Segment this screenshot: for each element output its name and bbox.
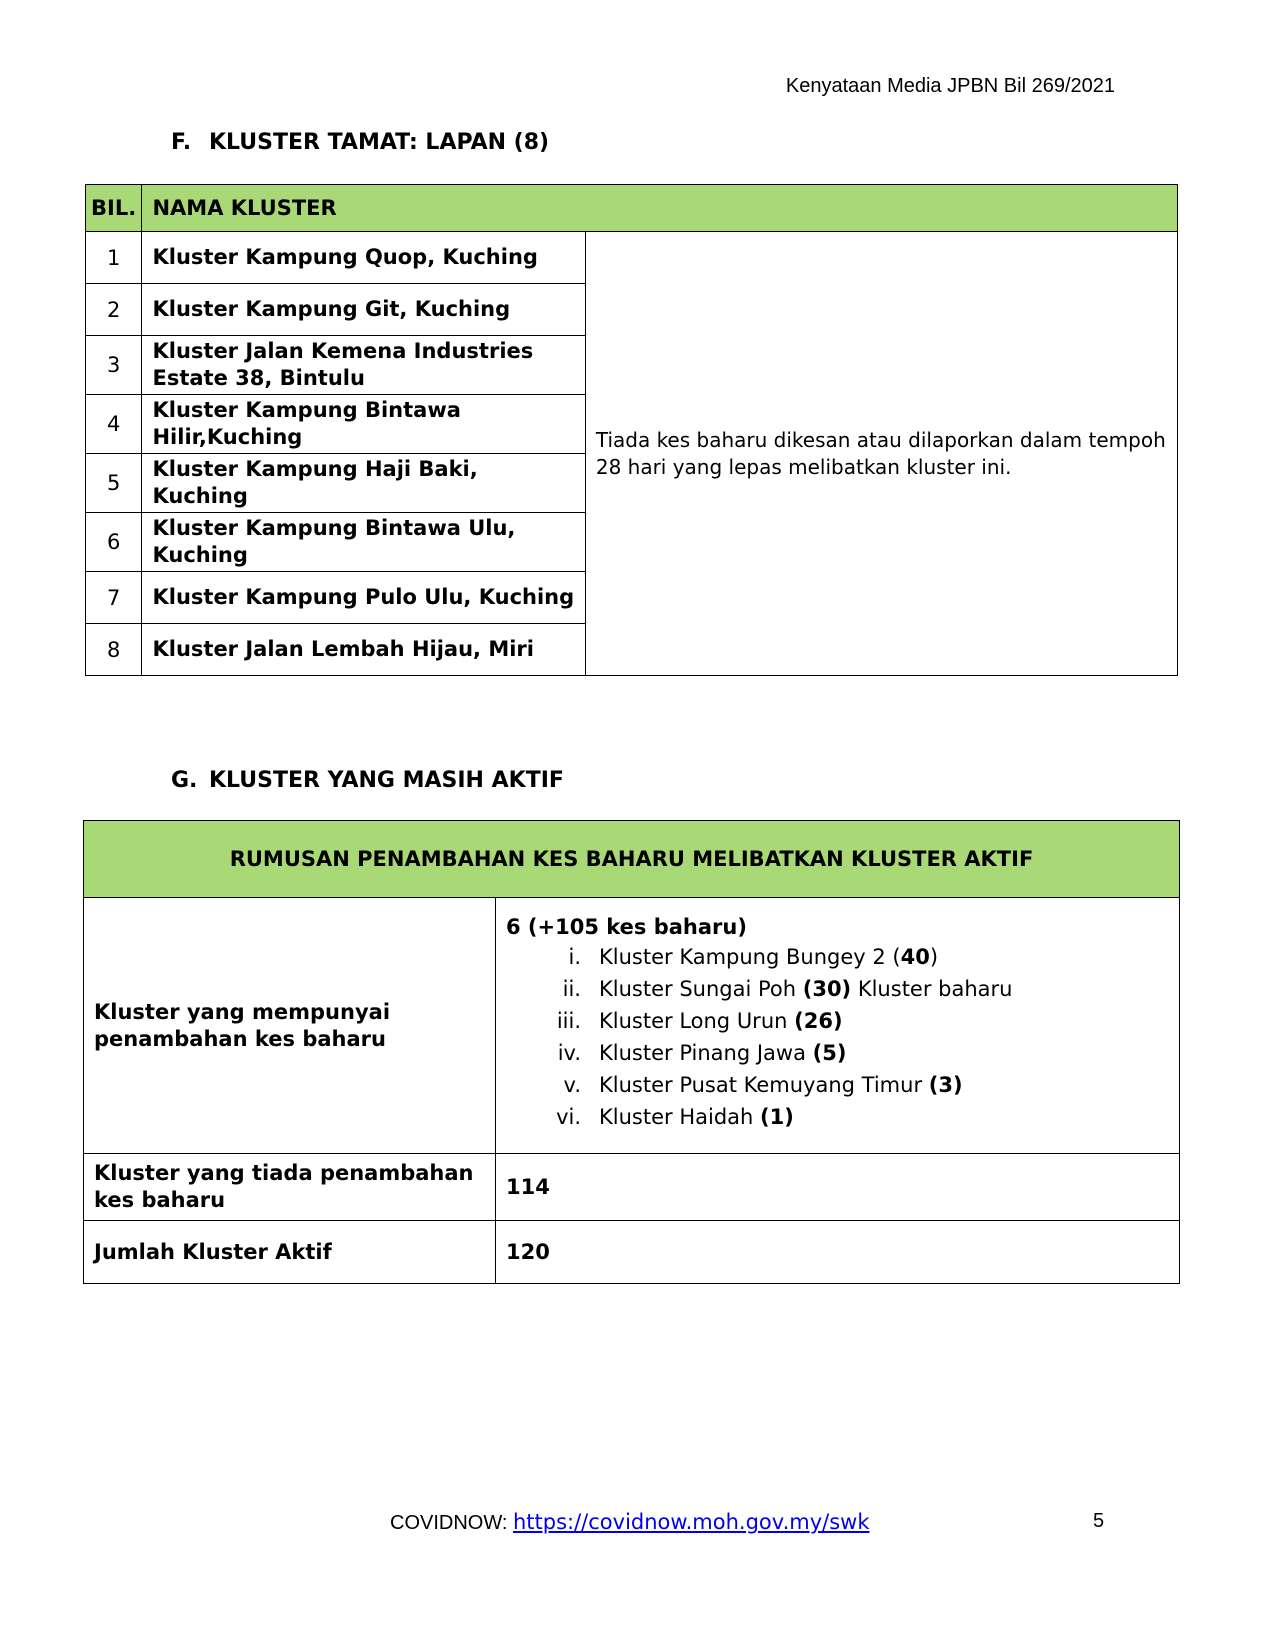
table-header-row [84, 821, 1180, 898]
list-marker: iii. [556, 1009, 581, 1033]
cluster-name: Kluster Kampung Bungey 2 ( [599, 945, 901, 969]
table-row [84, 898, 1180, 1154]
cluster-name: Kluster Kampung Quop, Kuching [142, 232, 585, 284]
row-number: 1 [86, 232, 142, 284]
table-row [84, 1154, 1180, 1221]
row-number: 6 [86, 513, 142, 572]
section-g-letter: G. [171, 768, 198, 793]
case-count: (30) [802, 977, 852, 1001]
cluster-name: Kluster Pinang Jawa [599, 1041, 813, 1065]
case-count: (3) [928, 1073, 963, 1097]
section-g-heading: KLUSTER YANG MASIH AKTIF [209, 768, 564, 793]
list-marker: iv. [557, 1041, 581, 1065]
cluster-name: Kluster Kampung Haji Baki, Kuching [142, 454, 585, 513]
cluster-name: Kluster Haidah [599, 1105, 760, 1129]
case-count: 40 [900, 945, 930, 969]
section-f-heading: KLUSTER TAMAT: LAPAN (8) [209, 130, 550, 155]
row-number: 5 [86, 454, 142, 513]
cluster-name: Kluster Jalan Lembah Hijau, Miri [142, 624, 585, 676]
active-clusters-heading: RUMUSAN PENAMBAHAN KES BAHARU MELIBATKAN KLUSTER AKTIF [84, 821, 1180, 898]
cluster-name: Kluster Kampung Git, Kuching [142, 284, 585, 336]
list-marker: ii. [562, 977, 581, 1001]
section-g-title [171, 768, 564, 793]
covidnow-link[interactable]: https://covidnow.moh.gov.my/swk [512, 1510, 870, 1534]
section-f-letter: F. [171, 130, 192, 155]
list-item [506, 1005, 1169, 1037]
case-count: (26) [794, 1009, 843, 1033]
list-marker: v. [563, 1073, 581, 1097]
list-item [506, 941, 1169, 973]
row-number: 7 [86, 572, 142, 624]
cluster-name: Kluster Kampung Bintawa Hilir,Kuching [142, 395, 585, 454]
cluster-name: Kluster Jalan Kemena Industries Estate 38, Bintulu [142, 336, 585, 395]
new-cases-list [506, 941, 1169, 1133]
row-number: 8 [86, 624, 142, 676]
cluster-name: Kluster Pusat Kemuyang Timur [599, 1073, 929, 1097]
list-marker: vi. [556, 1105, 581, 1129]
new-cases-summary: 6 (+105 kes baharu) [506, 915, 747, 939]
cluster-name: Kluster Kampung Pulo Ulu, Kuching [142, 572, 585, 624]
table-header-row [86, 185, 1178, 232]
item-suffix: Kluster baharu [851, 977, 1013, 1001]
cluster-name: Kluster Long Urun [599, 1009, 795, 1033]
list-item [506, 1037, 1169, 1069]
row-number: 3 [86, 336, 142, 395]
document-reference: Kenyataan Media JPBN Bil 269/2021 [785, 75, 1115, 97]
table-row [86, 232, 1178, 284]
no-new-cases-value: 114 [496, 1154, 1180, 1221]
row-label-new-cases: Kluster yang mempunyai penambahan kes baharu [84, 898, 496, 1154]
list-marker: i. [568, 945, 581, 969]
list-item [506, 1069, 1169, 1101]
row-label-total-active: Jumlah Kluster Aktif [84, 1221, 496, 1284]
new-cases-cell [496, 898, 1180, 1154]
cluster-name: Kluster Sungai Poh [599, 977, 803, 1001]
section-f-title [171, 130, 549, 155]
row-label-no-new-cases: Kluster yang tiada penambahan kes baharu [84, 1154, 496, 1221]
item-suffix: ) [929, 945, 939, 969]
row-number: 4 [86, 395, 142, 454]
footer [390, 1510, 870, 1535]
case-count: (1) [760, 1105, 794, 1129]
column-header-name: NAMA KLUSTER [142, 185, 1178, 232]
table-row [84, 1221, 1180, 1284]
ended-clusters-table [85, 184, 1178, 676]
list-item [506, 973, 1169, 1005]
page-number: 5 [1093, 1510, 1105, 1532]
cluster-name: Kluster Kampung Bintawa Ulu, Kuching [142, 513, 585, 572]
active-clusters-table [83, 820, 1180, 1284]
column-header-bil: BIL. [86, 185, 142, 232]
row-number: 2 [86, 284, 142, 336]
list-item [506, 1101, 1169, 1133]
ended-clusters-note: Tiada kes baharu dikesan atau dilaporkan dalam tempoh 28 hari yang lepas melibatkan kluster ini. [585, 232, 1177, 676]
case-count: (5) [812, 1041, 847, 1065]
footer-label: COVIDNOW: [390, 1512, 513, 1534]
total-active-value: 120 [496, 1221, 1180, 1284]
